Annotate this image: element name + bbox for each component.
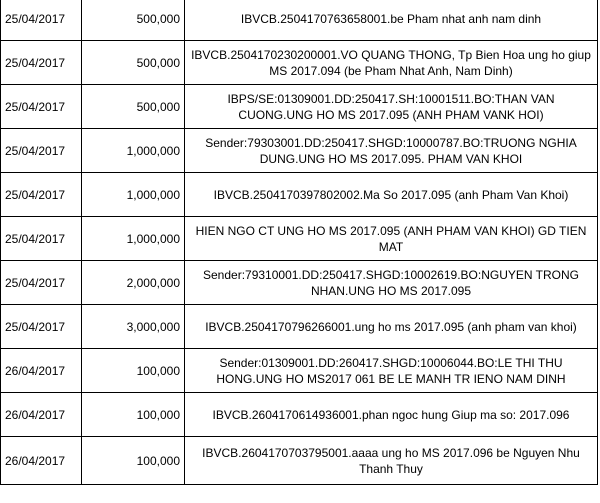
description-cell — [185, 0, 598, 41]
date-cell: 25/04/2017 — [1, 217, 82, 261]
amount-cell: 1,000,000 — [82, 217, 185, 261]
description-cell — [185, 437, 598, 485]
table-row — [1, 349, 598, 393]
table-row — [1, 173, 598, 217]
date-cell: 26/04/2017 — [1, 437, 82, 485]
amount-cell: 500,000 — [82, 41, 185, 85]
table-row — [1, 85, 598, 129]
description-text: IBVCB.2504170397802002.Ma So 2017.095 (anh Pham Van Khoi) — [213, 187, 569, 202]
description-cell — [185, 173, 598, 217]
description-text: IBVCB.2504170763658001.be Pham nhat anh nam dinh — [240, 11, 542, 26]
date-cell: 26/04/2017 — [1, 349, 82, 393]
amount-cell: 1,000,000 — [82, 173, 185, 217]
amount-cell: 3,000,000 — [82, 305, 185, 349]
description-cell — [185, 85, 598, 129]
description-text: IBVCB.2504170796266001.ung ho ms 2017.095 (anh pham van khoi) — [205, 319, 577, 334]
date-cell: 25/04/2017 — [1, 0, 82, 41]
amount-cell: 100,000 — [82, 437, 185, 485]
amount-cell: 1,000,000 — [82, 129, 185, 173]
description-cell — [185, 41, 598, 85]
description-cell — [185, 349, 598, 393]
date-cell: 25/04/2017 — [1, 261, 82, 305]
date-cell: 25/04/2017 — [1, 85, 82, 129]
description-cell — [185, 305, 598, 349]
table-row — [1, 437, 598, 485]
table-row — [1, 305, 598, 349]
table-row — [1, 41, 598, 85]
date-cell: 25/04/2017 — [1, 173, 82, 217]
table-row — [1, 217, 598, 261]
table-row — [1, 261, 598, 305]
description-text: HIEN NGO CT UNG HO MS 2017.095 (ANH PHAM VAN KHOI) GD TIEN MAT — [195, 223, 587, 254]
amount-cell: 100,000 — [82, 349, 185, 393]
description-text: Sender:01309001.DD:260417.SHGD:10006044.BO:LE THI THU HONG.UNG HO MS2017 061 BE LE MANH TR IENO NAM DINH — [216, 355, 566, 386]
date-cell: 25/04/2017 — [1, 129, 82, 173]
description-text: Sender:79303001.DD:250417.SHGD:10000787.BO:TRUONG NGHIA DUNG.UNG HO MS 2017.095. PHAM VAN KHOI — [205, 135, 577, 166]
description-text: IBVCB.2604170703795001.aaaa ung ho MS 2017.096 be Nguyen Nhu Thanh Thuy — [202, 445, 580, 476]
table-body — [1, 0, 598, 485]
amount-cell: 2,000,000 — [82, 261, 185, 305]
description-text: Sender:79310001.DD:250417.SHGD:10002619.BO:NGUYEN TRONG NHAN.UNG HO MS 2017.095 — [203, 267, 579, 298]
date-cell: 26/04/2017 — [1, 393, 82, 437]
date-cell: 25/04/2017 — [1, 305, 82, 349]
table-row — [1, 129, 598, 173]
description-cell — [185, 129, 598, 173]
amount-cell: 500,000 — [82, 85, 185, 129]
description-text: IBVCB.2604170614936001.phan ngoc hung Giup ma so: 2017.096 — [212, 407, 570, 422]
amount-cell: 100,000 — [82, 393, 185, 437]
amount-cell: 500,000 — [82, 0, 185, 41]
table-row — [1, 0, 598, 41]
table-row — [1, 393, 598, 437]
description-text: IBPS/SE:01309001.DD:250417.SH:10001511.BO:THAN VAN CUONG.UNG HO MS 2017.095 (ANH PHAM VANK HOI) — [227, 91, 555, 122]
description-text: IBVCB.2504170230200001.VO QUANG THONG, Tp Bien Hoa ung ho giup MS 2017.094 (be Pham Nhat Anh, Nam Dinh) — [191, 47, 591, 78]
description-cell — [185, 217, 598, 261]
date-cell: 25/04/2017 — [1, 41, 82, 85]
description-cell — [185, 393, 598, 437]
description-cell — [185, 261, 598, 305]
